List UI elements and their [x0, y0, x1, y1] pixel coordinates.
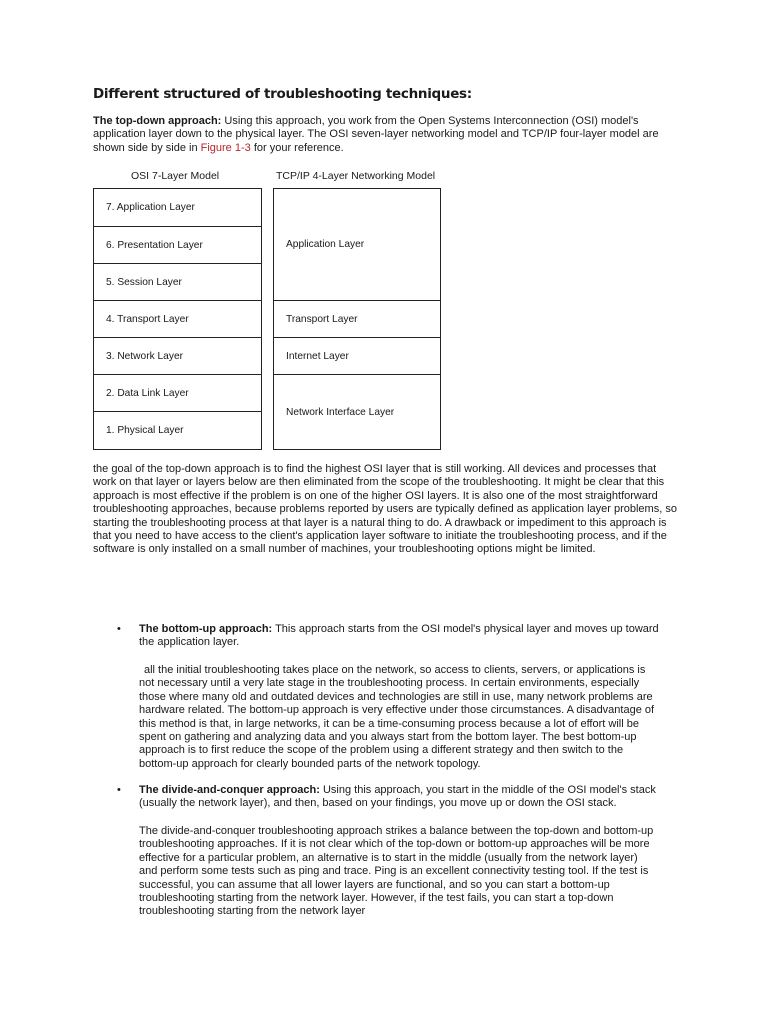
tcpip-layer-stack — [273, 188, 441, 450]
figure-link[interactable]: Figure 1-3 — [200, 141, 251, 154]
bottom-up-lead: The bottom-up approach: — [139, 623, 273, 635]
bottom-up-intro — [139, 623, 659, 650]
tcpip-transport-layer: Transport Layer — [274, 300, 440, 337]
osi-layer-4: 4. Transport Layer — [94, 300, 261, 337]
divide-conquer-lead: The divide-and-conquer approach: — [139, 784, 320, 796]
divide-conquer-detail: The divide-and-conquer troubleshooting approach strikes a balance between the top-down and bottom-up troubleshooting approaches. If it is not clear which of the top-down or bottom-up approaches will be more effective for a particular problem, an alternative is to start in the middle (usually from the network layer) and perform some tests such as ping and trace. Ping is an excellent connectivity testing tool. If the test is successful, you can assume that all lower layers are functional, and so you can start a bottom-up troubleshooting starting from the network layer. However, if the test fails, you can start a top-down troubleshooting starting from the network layer — [139, 825, 654, 918]
bottom-up-text: This approach starts from the OSI model's physical layer and moves up toward the application layer. — [139, 623, 659, 649]
osi-tcpip-figure — [93, 170, 443, 452]
top-down-detail: the goal of the top-down approach is to find the highest OSI layer that is still working. All devices and processes that work on that layer or layers below are then eliminated from the scope of the troubleshooting. It might be clear that this approach is most effective if the problem is on one of the higher OSI layers. It is also one of the most straightforward troubleshooting approaches, because problems reported by users are typically defined as application layer problems, so starting the troubleshooting process at that layer is a natural thing to do. A drawback or impediment to this approach is that you need to have access to the client's application layer software to initiate the troubleshooting process, and if the software is only installed on a small number of machines, your troubleshooting options might be limited. — [93, 463, 677, 556]
osi-layer-6: 6. Presentation Layer — [94, 226, 261, 263]
divide-conquer-intro — [139, 784, 659, 811]
tcpip-network-interface-layer: Network Interface Layer — [274, 374, 440, 449]
osi-layer-5: 5. Session Layer — [94, 263, 261, 300]
osi-layer-7: 7. Application Layer — [106, 202, 195, 213]
page-heading: Different structured of troubleshooting techniques: — [93, 86, 472, 102]
top-down-intro — [93, 115, 678, 155]
osi-layer-stack — [93, 188, 262, 450]
bottom-up-detail: all the initial troubleshooting takes place on the network, so access to clients, servers, or applications is not necessary until a very late stage in the troubleshooting process. In certain environments, especially those where many old and outdated devices and technologies are still in use, many network problems are hardware related. The bottom-up approach is very effective under those circumstances. A disadvantage of this method is that, in large networks, it can be a time-consuming process because a lot of effort will be spent on gathering and analyzing data and you always start from the bottom layer. The best bottom-up approach is to first reduce the scope of the problem using a different strategy and then switch to the bottom-up approach for clearly bounded parts of the network topology. — [139, 664, 655, 770]
top-down-text-end: for your reference. — [250, 141, 344, 154]
osi-layer-2: 2. Data Link Layer — [94, 374, 261, 411]
tcpip-application-layer: Application Layer — [286, 239, 365, 250]
osi-layer-1: 1. Physical Layer — [94, 411, 261, 449]
top-down-lead: The top-down approach: — [93, 115, 222, 127]
top-down-text: Using this approach, you work from the Open Systems Interconnection (OSI) model's application layer down to the physical layer. The OSI seven-layer networking model and TCP/IP four-layer model are shown side by side in — [93, 115, 659, 154]
divide-conquer-text: Using this approach, you start in the middle of the OSI model's stack (usually the network layer), and then, based on your findings, you move up or down the OSI stack. — [139, 784, 656, 810]
tcpip-model-title: TCP/IP 4-Layer Networking Model — [276, 170, 436, 182]
osi-model-title: OSI 7-Layer Model — [131, 170, 220, 182]
tcpip-internet-layer: Internet Layer — [274, 337, 440, 374]
osi-layer-3: 3. Network Layer — [94, 337, 261, 374]
bullet-bottom-up: • — [117, 623, 121, 635]
bullet-divide-conquer: • — [117, 784, 121, 796]
